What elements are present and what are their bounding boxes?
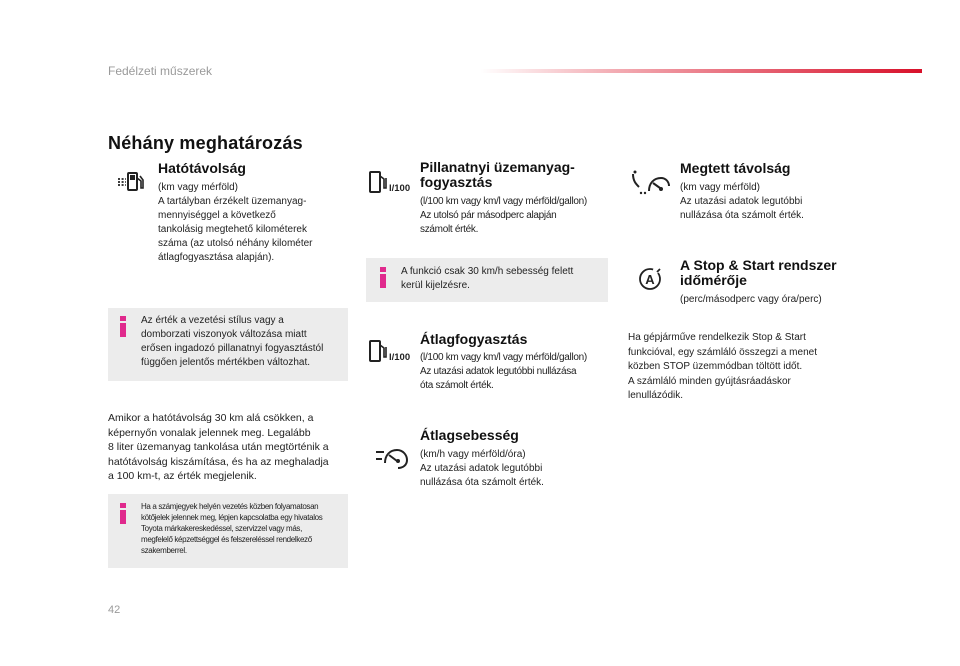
range-description [158, 181, 313, 265]
dashes-info-text [141, 501, 322, 556]
instant-consumption-title [420, 160, 575, 190]
average-consumption-description [420, 351, 587, 393]
fuel-pump-range-icon [108, 165, 152, 199]
title-line: időmérője [680, 272, 747, 288]
paragraph-line: Ha gépjárműve rendelkezik Stop & Start [628, 332, 806, 343]
description-line: (perc/másodperc vagy óra/perc) [680, 294, 822, 305]
range-line: száma (az utolsó néhány kilométer [158, 238, 313, 249]
description-line: számolt érték. [420, 224, 479, 235]
paragraph-line: 8 liter üzemanyag tankolása után megtörténik a [108, 441, 329, 453]
driving-style-info-box [108, 308, 348, 381]
info-line: kötőjelek jelennek meg, lépjen kapcsolatba egy hivatalos [141, 513, 323, 522]
average-speed-description [420, 448, 544, 490]
info-line: A funkció csak 30 km/h sebesség felett [401, 266, 574, 277]
range-line: A tartályban érzékelt üzemanyag- [158, 196, 307, 207]
chapter-title: Fedélzeti műszerek [108, 64, 213, 78]
info-icon [380, 267, 386, 291]
range-warning-paragraph [108, 411, 329, 484]
icon-label: l/100 [389, 352, 411, 363]
fuel-pump-l100-icon [366, 165, 414, 201]
instant-consumption-description [420, 195, 587, 237]
info-line: kerül kijelzésre. [401, 280, 470, 291]
distance-description [680, 181, 804, 223]
header-accent-line [480, 69, 922, 73]
odometer-distance-icon [626, 166, 674, 200]
info-line: szakemberrel. [141, 546, 187, 555]
driving-style-info-text [141, 314, 323, 370]
speedometer-average-icon [368, 440, 412, 472]
info-line: függően jelentős mértékben változhat. [141, 357, 310, 368]
stop-start-icon [630, 262, 670, 296]
stop-start-paragraph [628, 331, 817, 404]
info-line: Toyota márkakereskedéssel, szervizzel vagy más, [141, 524, 302, 533]
range-title: Hatótávolság [158, 160, 246, 176]
icon-label: A [645, 272, 655, 287]
description-line: Az utazási adatok legutóbbi [420, 463, 543, 474]
paragraph-line: képernyőn vonalak jelennek meg. Legalább [108, 426, 311, 439]
description-line: (l/100 km vagy km/l vagy mérföld/gallon) [420, 196, 587, 207]
paragraph-line: A számláló minden gyújtásráadáskor [628, 375, 791, 387]
info-line: megfelelő képzettséggel és felszereléssel rendelkező [141, 535, 312, 544]
title-line: fogyasztás [420, 174, 493, 190]
description-line: Az utazási adatok legutóbbi nullázása [420, 366, 577, 377]
info-icon [120, 316, 126, 340]
page-heading: Néhány meghatározás [108, 133, 303, 153]
fuel-pump-average-icon [366, 334, 414, 370]
description-line: (km vagy mérföld) [680, 182, 761, 193]
speed-info-box [366, 258, 608, 302]
description-line: nullázása óta számolt érték. [680, 210, 804, 221]
stop-start-title [680, 258, 837, 288]
average-consumption-title: Átlagfogyasztás [420, 331, 528, 347]
description-line: nullázása óta számolt érték. [420, 477, 544, 488]
description-line: Az utolsó pár másodperc alapján [420, 210, 557, 221]
speed-info-text [401, 265, 573, 293]
distance-title: Megtett távolság [680, 160, 791, 176]
range-line: (km vagy mérföld) [158, 182, 239, 193]
title-line: Pillanatnyi üzemanyag- [420, 159, 575, 175]
info-line: erősen ingadozó pillanatnyi fogyasztástól [141, 343, 324, 354]
paragraph-line: közben STOP üzemmódban töltött időt. [628, 361, 803, 372]
description-line: Az utazási adatok legutóbbi [680, 196, 803, 207]
description-line: (l/100 km vagy km/l vagy mérföld/gallon) [420, 352, 587, 363]
dashes-info-box [108, 494, 348, 568]
paragraph-line: hatótávolság kiszámítása, és ha az meghaladja [108, 455, 329, 468]
paragraph-line: funkcióval, egy számláló összegzi a menet [628, 346, 817, 358]
description-line: (km/h vagy mérföld/óra) [420, 449, 526, 460]
info-line: Az érték a vezetési stílus vagy a [141, 315, 284, 326]
average-speed-title: Átlagsebesség [420, 427, 519, 443]
page-number: 42 [108, 604, 121, 616]
range-line: átlagfogyasztása alapján). [158, 252, 275, 263]
info-icon [120, 503, 126, 527]
icon-label: l/100 [389, 183, 411, 194]
description-line: óta számolt érték. [420, 380, 494, 391]
info-line: domborzati viszonyok változása miatt [141, 329, 307, 340]
title-line: A Stop & Start rendszer [680, 257, 837, 273]
range-line: tankolásig megtehető kilométerek [158, 224, 307, 235]
paragraph-line: Amikor a hatótávolság 30 km alá csökken, a [108, 412, 314, 424]
paragraph-line: lenullázódik. [628, 390, 684, 401]
info-line: Ha a számjegyek helyén vezetés közben folyamatosan [141, 502, 319, 511]
stop-start-description [680, 293, 822, 307]
paragraph-line: a 100 km-t, az érték megjelenik. [108, 470, 257, 482]
range-line: mennyiséggel a következő [158, 210, 276, 221]
